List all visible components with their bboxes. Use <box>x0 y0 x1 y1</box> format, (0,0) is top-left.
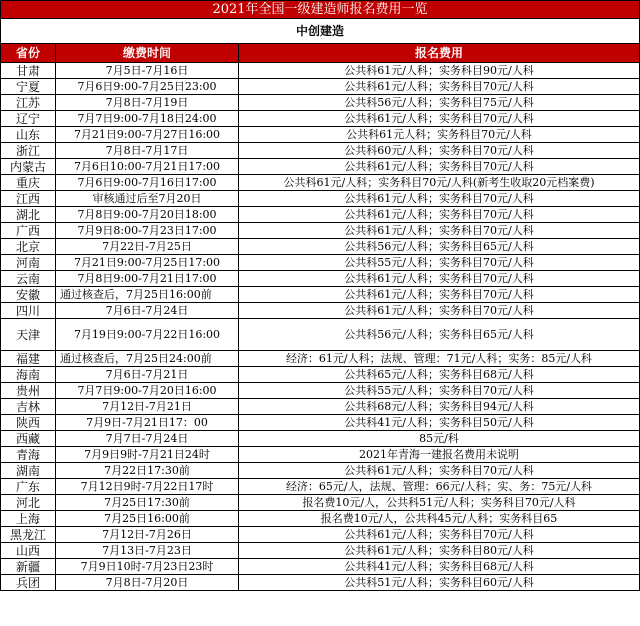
table-row <box>1 479 640 495</box>
cell-province: 河南 <box>1 255 56 271</box>
cell-fee: 公共科56元/人科；实务科目65元/人科 <box>239 319 640 351</box>
cell-fee: 经济：61元/人科；法规、管理：71元/人科；实务：85元/人科 <box>239 351 640 367</box>
cell-fee: 报名费10元/人，公共科51元/人科；实务科目70元/人科 <box>239 495 640 511</box>
cell-time: 7月6日9:00-7月16日17:00 <box>56 175 239 191</box>
cell-time: 7月13日-7月23日 <box>56 543 239 559</box>
cell-province: 贵州 <box>1 383 56 399</box>
cell-fee: 公共科61元/人科；实务科目70元/人科(新考生收取20元档案费) <box>239 175 640 191</box>
table-row <box>1 223 640 239</box>
cell-time: 7月8日-7月20日 <box>56 575 239 591</box>
cell-fee: 公共科61元/人科；实务科目70元/人科 <box>239 79 640 95</box>
cell-time: 7月7日9:00-7月20日16:00 <box>56 383 239 399</box>
company-row <box>1 19 640 44</box>
table-row <box>1 191 640 207</box>
cell-province: 西藏 <box>1 431 56 447</box>
cell-fee: 公共科61元/人科；实务科目70元/人科 <box>239 463 640 479</box>
cell-time: 7月12日-7月21日 <box>56 399 239 415</box>
cell-time: 7月7日-7月24日 <box>56 431 239 447</box>
table-row <box>1 495 640 511</box>
cell-province: 江西 <box>1 191 56 207</box>
cell-province: 广东 <box>1 479 56 495</box>
cell-province: 河北 <box>1 495 56 511</box>
cell-province: 山西 <box>1 543 56 559</box>
cell-time: 7月8日-7月17日 <box>56 143 239 159</box>
cell-province: 天津 <box>1 319 56 351</box>
cell-fee: 公共科68元/人科；实务科目94元/人科 <box>239 399 640 415</box>
cell-time: 7月6日10:00-7月21日17:00 <box>56 159 239 175</box>
cell-time: 审核通过后至7月20日 <box>56 191 239 207</box>
cell-fee: 报名费10元/人，公共科45元/人科；实务科目65 <box>239 511 640 527</box>
table-row <box>1 463 640 479</box>
cell-province: 黑龙江 <box>1 527 56 543</box>
cell-time: 7月9日9时-7月21日24时 <box>56 447 239 463</box>
cell-fee: 公共科61元/人科；实务科目70元/人科 <box>239 271 640 287</box>
cell-fee: 公共科56元/人科；实务科目75元/人科 <box>239 95 640 111</box>
cell-province: 内蒙古 <box>1 159 56 175</box>
table-row <box>1 383 640 399</box>
table-row <box>1 415 640 431</box>
cell-time: 7月25日17:30前 <box>56 495 239 511</box>
table-row <box>1 239 640 255</box>
cell-time: 7月21日9:00-7月25日17:00 <box>56 255 239 271</box>
table-row <box>1 255 640 271</box>
cell-province: 安徽 <box>1 287 56 303</box>
cell-fee: 公共科61元/人科；实务科目70元/人科 <box>239 159 640 175</box>
table-row <box>1 447 640 463</box>
table-row <box>1 575 640 591</box>
cell-fee: 85元/科 <box>239 431 640 447</box>
cell-fee: 公共科55元/人科；实务科目70元/人科 <box>239 255 640 271</box>
cell-time: 7月22日-7月25日 <box>56 239 239 255</box>
table-row <box>1 271 640 287</box>
cell-province: 陕西 <box>1 415 56 431</box>
cell-time: 7月8日-7月19日 <box>56 95 239 111</box>
header-time: 缴费时间 <box>56 44 239 63</box>
table-row <box>1 319 640 351</box>
cell-fee: 经济：65元/人，法规、管理：66元/人科；实、务：75元/人科 <box>239 479 640 495</box>
cell-fee: 公共科61元/人科；实务科目70元/人科 <box>239 527 640 543</box>
table-row <box>1 559 640 575</box>
cell-fee: 公共科61元/人科；实务科目70元/人科 <box>239 287 640 303</box>
cell-province: 重庆 <box>1 175 56 191</box>
header-row <box>1 44 640 63</box>
table-row <box>1 207 640 223</box>
cell-province: 山东 <box>1 127 56 143</box>
cell-fee: 公共科41元/人科；实务科目50元/人科 <box>239 415 640 431</box>
cell-province: 湖南 <box>1 463 56 479</box>
cell-time: 7月6日-7月24日 <box>56 303 239 319</box>
cell-time: 7月8日9:00-7月20日18:00 <box>56 207 239 223</box>
cell-province: 北京 <box>1 239 56 255</box>
cell-fee: 公共科56元/人科；实务科目65元/人科 <box>239 239 640 255</box>
cell-time: 7月6日-7月21日 <box>56 367 239 383</box>
cell-province: 湖北 <box>1 207 56 223</box>
table-row <box>1 111 640 127</box>
cell-province: 宁夏 <box>1 79 56 95</box>
cell-province: 四川 <box>1 303 56 319</box>
cell-province: 福建 <box>1 351 56 367</box>
cell-province: 广西 <box>1 223 56 239</box>
cell-province: 云南 <box>1 271 56 287</box>
table-row <box>1 287 640 303</box>
cell-time: 7月7日9:00-7月18日24:00 <box>56 111 239 127</box>
cell-province: 江苏 <box>1 95 56 111</box>
cell-fee: 公共科61元人科；实务科目70元/人科 <box>239 127 640 143</box>
cell-fee: 公共科61元/人科；实务科目70元/人科 <box>239 111 640 127</box>
company-name: 中创建造 <box>1 19 640 44</box>
cell-province: 新疆 <box>1 559 56 575</box>
cell-fee: 公共科41元/人科；实务科目68元/人科 <box>239 559 640 575</box>
cell-time: 7月9日-7月21日17：00 <box>56 415 239 431</box>
cell-time: 7月8日9:00-7月21日17:00 <box>56 271 239 287</box>
cell-time: 7月21日9:00-7月27日16:00 <box>56 127 239 143</box>
table-row <box>1 511 640 527</box>
table-row <box>1 367 640 383</box>
table-row <box>1 79 640 95</box>
cell-time: 7月25日16:00前 <box>56 511 239 527</box>
cell-province: 甘肃 <box>1 63 56 79</box>
table-row <box>1 143 640 159</box>
table-row <box>1 543 640 559</box>
cell-time: 7月12日-7月26日 <box>56 527 239 543</box>
table-row <box>1 63 640 79</box>
cell-time: 7月9日10时-7月23日23时 <box>56 559 239 575</box>
table-row <box>1 127 640 143</box>
cell-time: 7月22日17:30前 <box>56 463 239 479</box>
cell-province: 上海 <box>1 511 56 527</box>
cell-province: 浙江 <box>1 143 56 159</box>
cell-fee: 公共科61元/人科；实务科目70元/人科 <box>239 223 640 239</box>
cell-fee: 公共科65元/人科；实务科目68元/人科 <box>239 367 640 383</box>
cell-province: 辽宁 <box>1 111 56 127</box>
table-row <box>1 431 640 447</box>
title-row <box>1 1 640 19</box>
cell-time: 通过核查后，7月25日24:00前 <box>56 351 239 367</box>
table-row <box>1 351 640 367</box>
table-row <box>1 399 640 415</box>
cell-time: 7月12日9时-7月22日17时 <box>56 479 239 495</box>
header-province: 省份 <box>1 44 56 63</box>
header-fee: 报名费用 <box>239 44 640 63</box>
cell-fee: 公共科61元/人科；实务科目80元/人科 <box>239 543 640 559</box>
table-row <box>1 175 640 191</box>
cell-fee: 公共科60元/人科；实务科目70元/人科 <box>239 143 640 159</box>
table-row <box>1 95 640 111</box>
cell-province: 兵团 <box>1 575 56 591</box>
cell-time: 通过核查后，7月25日16:00前 <box>56 287 239 303</box>
cell-fee: 公共科55元/人科；实务科目70元/人科 <box>239 383 640 399</box>
cell-time: 7月9日8:00-7月23日17:00 <box>56 223 239 239</box>
table-title: 2021年全国一级建造师报名费用一览 <box>1 1 640 19</box>
cell-province: 青海 <box>1 447 56 463</box>
cell-fee: 2021年青海一建报名费用未说明 <box>239 447 640 463</box>
cell-time: 7月6日9:00-7月25日23:00 <box>56 79 239 95</box>
cell-fee: 公共科61元/人科；实务科目90元/人科 <box>239 63 640 79</box>
cell-province: 海南 <box>1 367 56 383</box>
cell-time: 7月5日-7月16日 <box>56 63 239 79</box>
cell-fee: 公共科61元/人科；实务科目70元/人科 <box>239 303 640 319</box>
cell-fee: 公共科51元/人科；实务科目60元/人科 <box>239 575 640 591</box>
cell-fee: 公共科61元/人科；实务科目70元/人科 <box>239 207 640 223</box>
table-row <box>1 527 640 543</box>
cell-province: 吉林 <box>1 399 56 415</box>
cell-fee: 公共科61元/人科；实务科目70元/人科 <box>239 191 640 207</box>
table-row <box>1 303 640 319</box>
cell-time: 7月19日9:00-7月22日16:00 <box>56 319 239 351</box>
table-row <box>1 159 640 175</box>
